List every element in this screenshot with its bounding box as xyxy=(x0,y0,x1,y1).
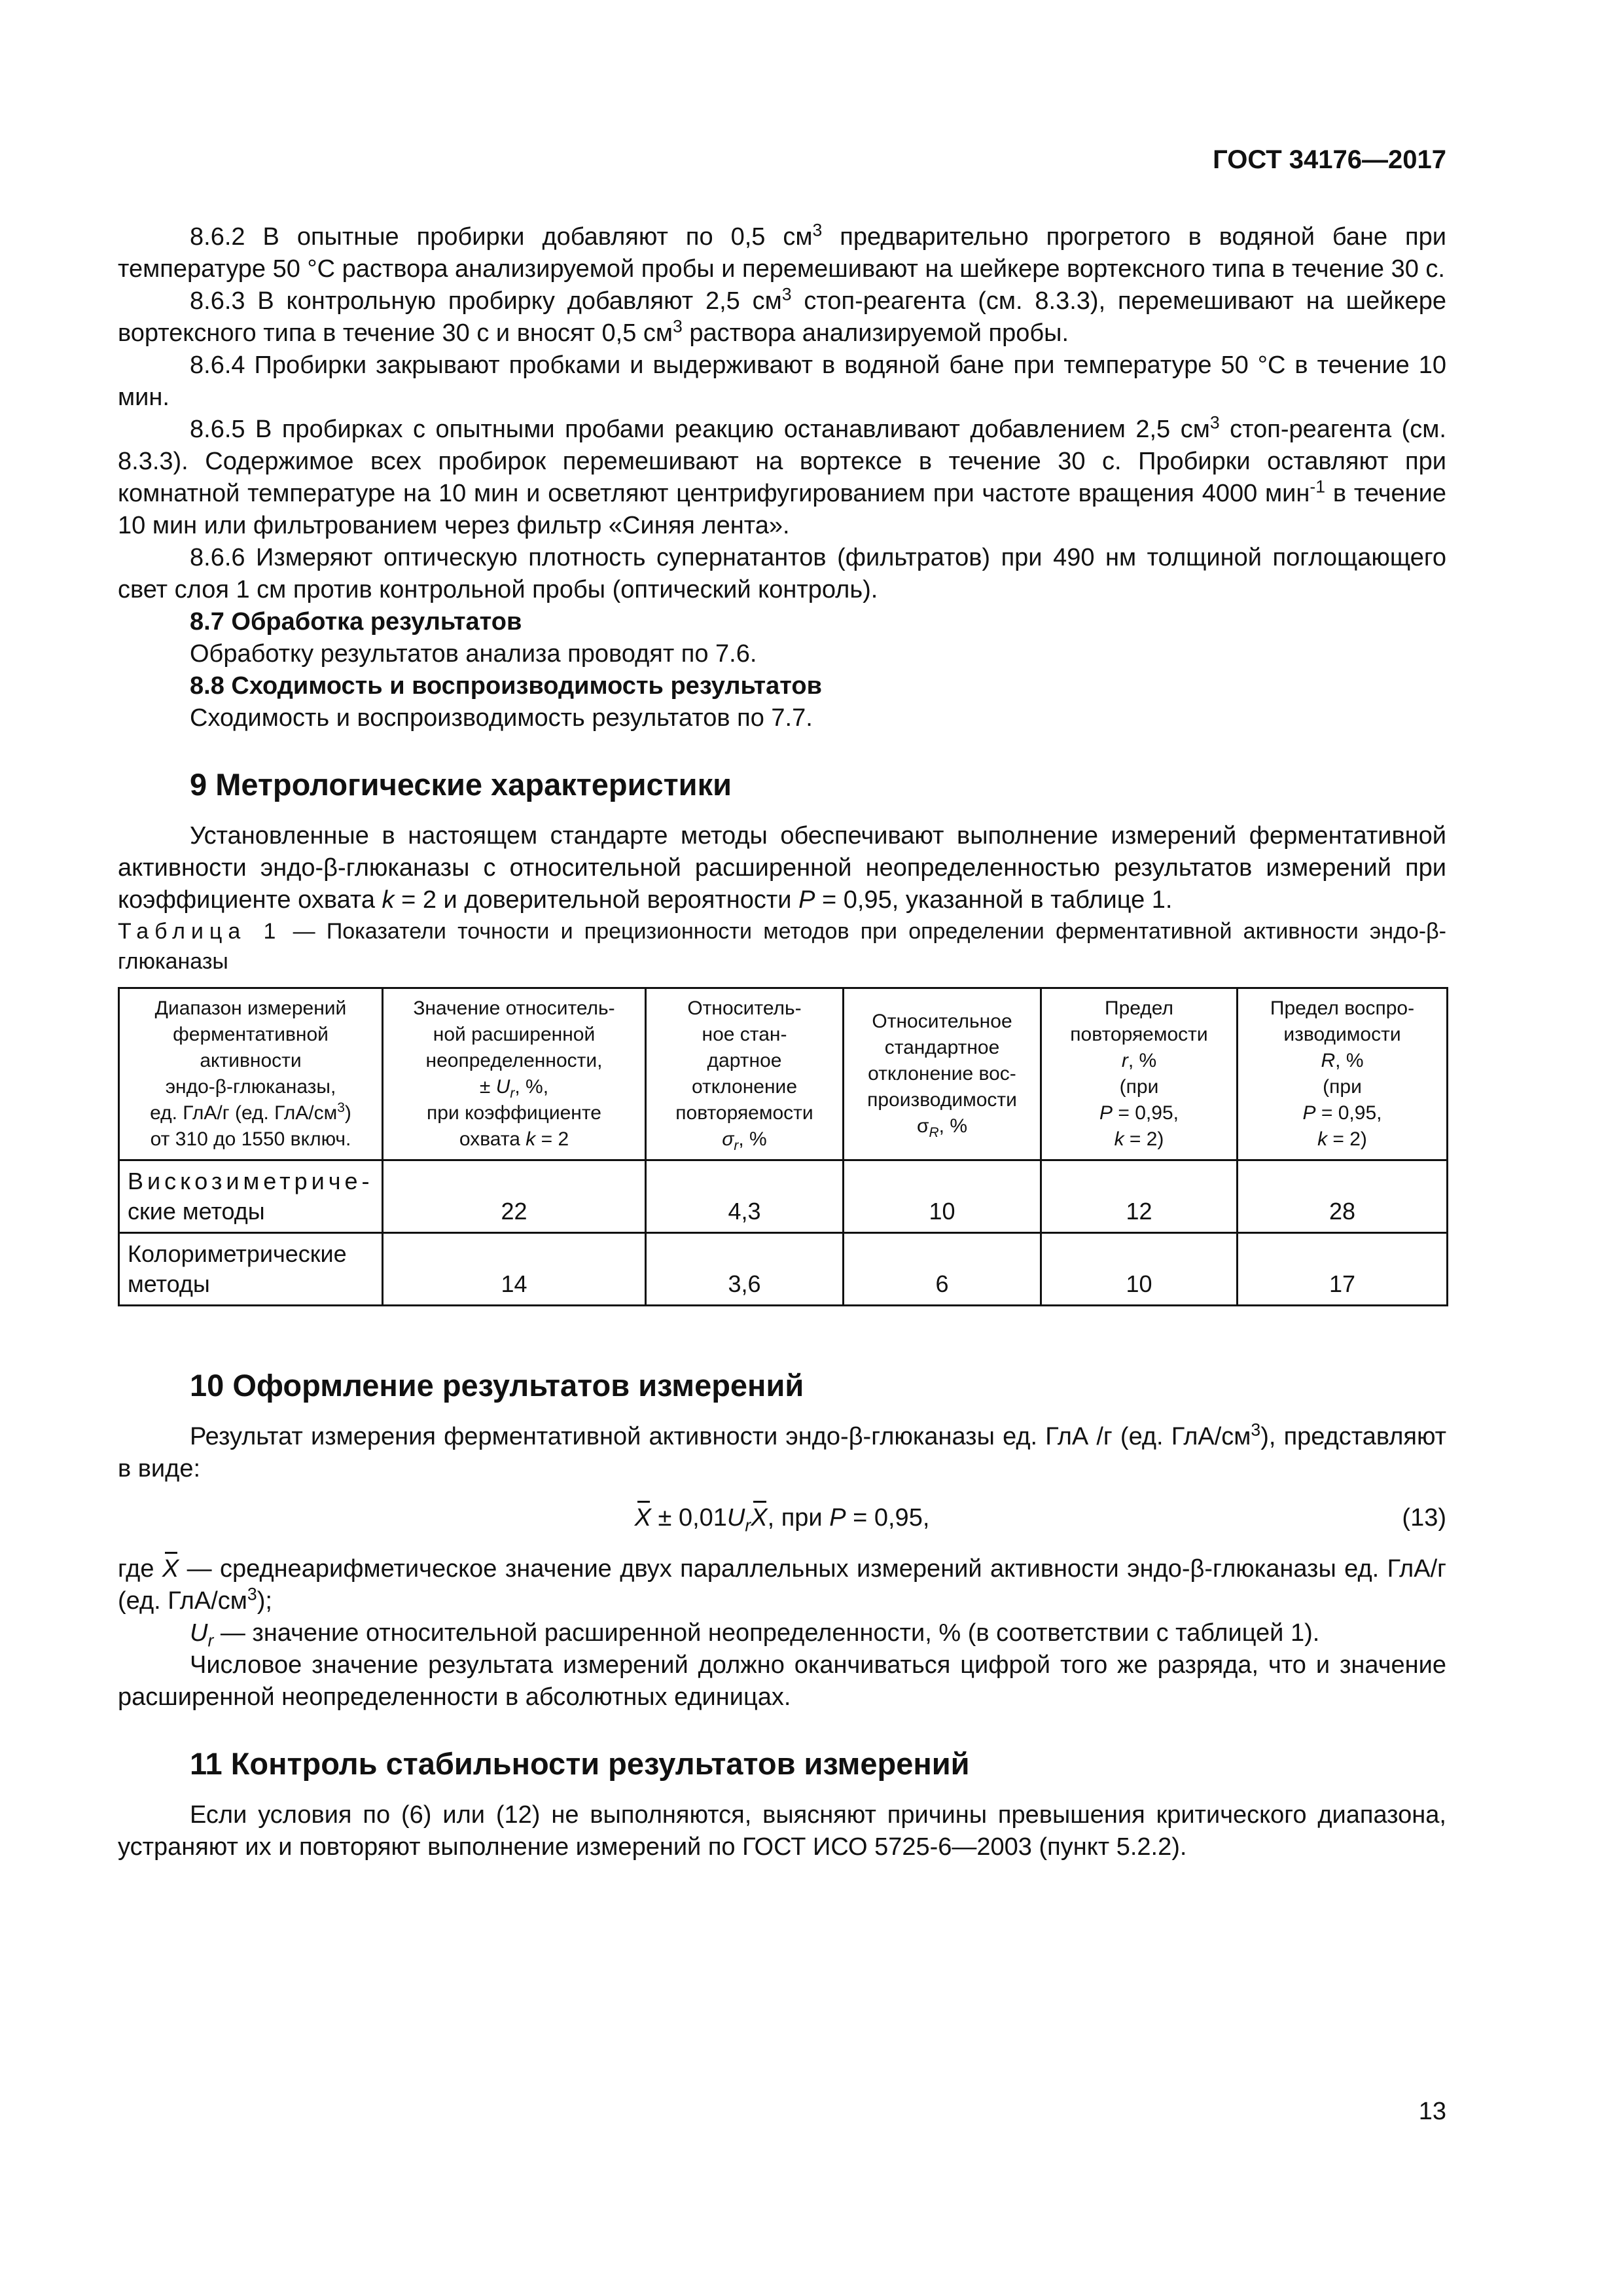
header-line xyxy=(1046,1126,1232,1153)
text: стоп-реагента (см. 8.3.3). Содержимое всех пробирок перемешивают на вортексе в течение 30 с. Пробирки оставляют при комнатной температуре на 10 мин и осветляют центрифугированием при частоте вращения 4000 мин xyxy=(118,416,1446,507)
text: = 2) xyxy=(1327,1128,1367,1150)
text: — среднеарифметическое значение двух параллельных измерений активности эндо-β-глюканазы ед. ГлА/г (ед. ГлА/см xyxy=(118,1555,1446,1615)
header-line: Значение относитель- xyxy=(413,997,615,1019)
row-label xyxy=(119,1160,383,1233)
paragraph-8-6-5 xyxy=(118,414,1446,542)
text: Результат измерения ферментативной активности эндо-β-глюканазы ед. ГлА /г (ед. ГлА/см xyxy=(190,1423,1251,1450)
text: = 0,95, xyxy=(1315,1102,1382,1124)
var-p: P xyxy=(798,886,815,914)
caption-label: Таблица 1 xyxy=(118,919,282,944)
table-header-row xyxy=(119,988,1448,1160)
cell-value: 28 xyxy=(1238,1160,1448,1233)
subscript: R xyxy=(929,1125,939,1140)
text: = 2) xyxy=(1124,1128,1164,1150)
header-line: от 310 до 1550 включ. xyxy=(150,1128,351,1150)
paragraph-8-6-2 xyxy=(118,221,1446,285)
header-line: стандартное xyxy=(884,1037,1000,1058)
section-10-text xyxy=(118,1421,1446,1485)
header-line xyxy=(1242,1126,1442,1153)
formula-where xyxy=(118,1553,1446,1617)
text: = 0,95, xyxy=(846,1504,930,1532)
formula-expression xyxy=(118,1502,1446,1534)
header-line: Относитель- xyxy=(687,997,802,1019)
text: раствора анализируемой пробы. xyxy=(682,319,1069,347)
cell-value: 12 xyxy=(1041,1160,1238,1233)
var-x-bar: X xyxy=(162,1553,179,1585)
superscript: 3 xyxy=(812,220,823,240)
section-8-8-title: 8.8 Сходимость и воспроизводимость результатов xyxy=(190,672,822,700)
section-9-title: 9 Метрологические характеристики xyxy=(190,767,732,802)
superscript: 3 xyxy=(1251,1420,1261,1440)
text: ± 0,01 xyxy=(651,1504,727,1532)
header-line: повторяемости xyxy=(675,1102,813,1124)
table-row xyxy=(119,1160,1448,1233)
text: , % xyxy=(938,1115,968,1137)
text: 8.6.5 В пробирках с опытными пробами реакцию останавливают добавлением 2,5 см xyxy=(190,416,1210,443)
table-row xyxy=(119,1233,1448,1306)
formula-number: (13) xyxy=(1402,1504,1446,1532)
header-line xyxy=(1242,1100,1442,1126)
header-repeatability-limit xyxy=(1041,988,1238,1160)
cell-value: 6 xyxy=(844,1233,1041,1306)
section-8-7-title: 8.7 Обработка результатов xyxy=(190,608,522,636)
header-line: активности xyxy=(200,1050,302,1071)
var-x-bar: X xyxy=(635,1502,651,1534)
header-line: повторяемости xyxy=(1070,1024,1208,1045)
text: ), представляют в виде: xyxy=(118,1423,1447,1482)
cell-value: 14 xyxy=(383,1233,646,1306)
text: = 2 и доверительной вероятности xyxy=(394,886,799,914)
section-10-title: 10 Оформление результатов измерений xyxy=(190,1368,804,1403)
page-number: 13 xyxy=(1418,2098,1446,2125)
superscript: -1 xyxy=(1310,476,1326,497)
var-sigma: σ xyxy=(916,1115,929,1137)
text: ед. ГлА/г (ед. ГлА/см xyxy=(150,1102,338,1124)
header-line: изводимости xyxy=(1283,1024,1401,1045)
var-p: P xyxy=(1302,1102,1316,1124)
text: , % xyxy=(1128,1050,1157,1071)
var-sigma: σ xyxy=(722,1128,734,1150)
caption-text: — Показатели точности и прецизионности методов при определении ферментативной активности эндо-β-глюканазы xyxy=(118,919,1446,974)
header-line xyxy=(848,1113,1036,1139)
text: предварительно прогретого в водяной бане при температуре 50 °С раствора анализируемой пробы и перемешивают на шейкере вортексного типа в течение 30 с. xyxy=(118,223,1446,283)
text: 8.6.3 В контрольную пробирку добавляют 2,5 см xyxy=(190,287,782,315)
text: в течение 10 мин или фильтрованием через фильтр «Синяя лента». xyxy=(118,480,1446,539)
header-line: дартное xyxy=(707,1050,782,1071)
cell-value: 10 xyxy=(1041,1233,1238,1306)
header-line xyxy=(387,1126,641,1153)
header-line: отклонение вос- xyxy=(868,1063,1016,1085)
row-label xyxy=(119,1233,383,1306)
header-line: (при xyxy=(1323,1076,1362,1098)
section-11-text: Если условия по (6) или (12) не выполняются, выясняют причины превышения критического диапазона, устраняют их и повторяют выполнение измерений по ГОСТ ИСО 5725-6—2003 (пункт 5.2.2). xyxy=(118,1801,1446,1861)
header-line: производимости xyxy=(867,1089,1017,1111)
header-line xyxy=(124,1100,378,1126)
text: , % xyxy=(1335,1050,1364,1071)
section-9-text xyxy=(118,820,1446,916)
label-line: методы xyxy=(128,1270,210,1297)
header-line: Предел воспро- xyxy=(1270,997,1415,1019)
header-line: ное стан- xyxy=(702,1024,787,1045)
header-uncertainty xyxy=(383,988,646,1160)
var-k: k xyxy=(382,886,395,914)
superscript: 3 xyxy=(247,1584,257,1604)
text: ± xyxy=(479,1076,496,1098)
page-content xyxy=(118,221,1446,1863)
header-reproducibility-sd xyxy=(844,988,1041,1160)
paragraph-8-6-6: 8.6.6 Измеряют оптическую плотность супернатантов (фильтратов) при 490 нм толщиной поглощающего свет слоя 1 см против контрольной пробы (оптический контроль). xyxy=(118,544,1446,603)
var-u: U xyxy=(495,1076,510,1098)
header-range xyxy=(119,988,383,1160)
var-p: P xyxy=(829,1504,846,1532)
section-10-text-2: Числовое значение результата измерений должно оканчиваться цифрой того же разряда, что и значение расширенной неопределенности в абсолютных единицах. xyxy=(118,1651,1446,1711)
label-line: ские методы xyxy=(128,1198,265,1225)
header-line: ной расширенной xyxy=(433,1024,596,1045)
paragraph-8-6-4: 8.6.4 Пробирки закрывают пробками и выдерживают в водяной бане при температуре 50 °С в течение 10 мин. xyxy=(118,351,1446,411)
header-line: Предел xyxy=(1105,997,1173,1019)
text: = 0,95, указанной в таблице 1. xyxy=(815,886,1173,914)
table-1-caption xyxy=(118,916,1446,977)
header-line xyxy=(651,1126,838,1153)
subscript: r xyxy=(207,1630,214,1651)
var-p: P xyxy=(1099,1102,1113,1124)
var-k: k xyxy=(526,1128,536,1150)
paragraph-8-6-3 xyxy=(118,285,1446,350)
subscript: r xyxy=(510,1086,515,1101)
label-line: Вискозиметриче- xyxy=(128,1168,374,1194)
header-line: (при xyxy=(1119,1076,1159,1098)
section-8-8-text: Сходимость и воспроизводимость результатов по 7.7. xyxy=(190,704,813,732)
header-line: отклонение xyxy=(691,1076,797,1098)
table-1 xyxy=(118,987,1448,1306)
document-code: ГОСТ 34176—2017 xyxy=(1213,145,1446,174)
text: — значение относительной расширенной неопределенности, % (в соответствии с таблицей 1). xyxy=(213,1619,1320,1647)
cell-value: 10 xyxy=(844,1160,1041,1233)
var-r: R xyxy=(1321,1050,1336,1071)
var-r: r xyxy=(1121,1050,1128,1071)
subscript: r xyxy=(745,1515,751,1535)
header-reproducibility-limit xyxy=(1238,988,1448,1160)
text: = 2 xyxy=(535,1128,569,1150)
text: ); xyxy=(257,1587,272,1615)
header-line: Диапазон измерений xyxy=(154,997,347,1019)
header-line xyxy=(387,1074,641,1100)
section-8-7-text: Обработку результатов анализа проводят по 7.6. xyxy=(190,640,757,668)
var-k: k xyxy=(1317,1128,1328,1150)
var-x-bar: X xyxy=(751,1502,767,1534)
text: охвата xyxy=(459,1128,526,1150)
superscript: 3 xyxy=(781,284,792,304)
superscript: 3 xyxy=(337,1100,345,1115)
header-line: неопределенности, xyxy=(425,1050,603,1071)
text: , при xyxy=(767,1504,830,1532)
superscript: 3 xyxy=(673,316,683,336)
header-line xyxy=(1046,1048,1232,1074)
var-u: U xyxy=(190,1619,208,1647)
cell-value: 3,6 xyxy=(646,1233,844,1306)
header-line: эндо-β-глюканазы, xyxy=(165,1076,336,1098)
text: , % xyxy=(738,1128,767,1150)
header-line: Относительное xyxy=(872,1011,1012,1032)
text: , %, xyxy=(514,1076,549,1098)
text: Установленные в настоящем стандарте методы обеспечивают выполнение измерений ферментативной активности эндо-β-глюканазы с относительной расширенной неопределенностью результатов измерений при коэффициенте охвата xyxy=(118,822,1446,914)
text: = 0,95, xyxy=(1113,1102,1179,1124)
var-k: k xyxy=(1114,1128,1124,1150)
cell-value: 4,3 xyxy=(646,1160,844,1233)
header-line xyxy=(1046,1100,1232,1126)
text: ) xyxy=(344,1102,351,1124)
section-11-title: 11 Контроль стабильности результатов измерений xyxy=(190,1746,970,1781)
cell-value: 17 xyxy=(1238,1233,1448,1306)
formula-13 xyxy=(118,1502,1446,1536)
var-u: U xyxy=(726,1504,745,1532)
formula-where-ur xyxy=(118,1617,1446,1649)
text: стоп-реагента (см. 8.3.3), перемешивают на шейкере вортексного типа в течение 30 с и вносят 0,5 см xyxy=(118,287,1446,347)
header-line xyxy=(1242,1048,1442,1074)
superscript: 3 xyxy=(1209,412,1220,433)
subscript: r xyxy=(734,1138,739,1153)
header-repeatability-sd xyxy=(646,988,844,1160)
label-line: Колориметрические xyxy=(128,1240,347,1267)
text: 8.6.2 В опытные пробирки добавляют по 0,5 см xyxy=(190,223,813,251)
text: где xyxy=(118,1555,162,1583)
header-line: ферментативной xyxy=(173,1024,329,1045)
cell-value: 22 xyxy=(383,1160,646,1233)
header-line: при коэффициенте xyxy=(427,1102,601,1124)
